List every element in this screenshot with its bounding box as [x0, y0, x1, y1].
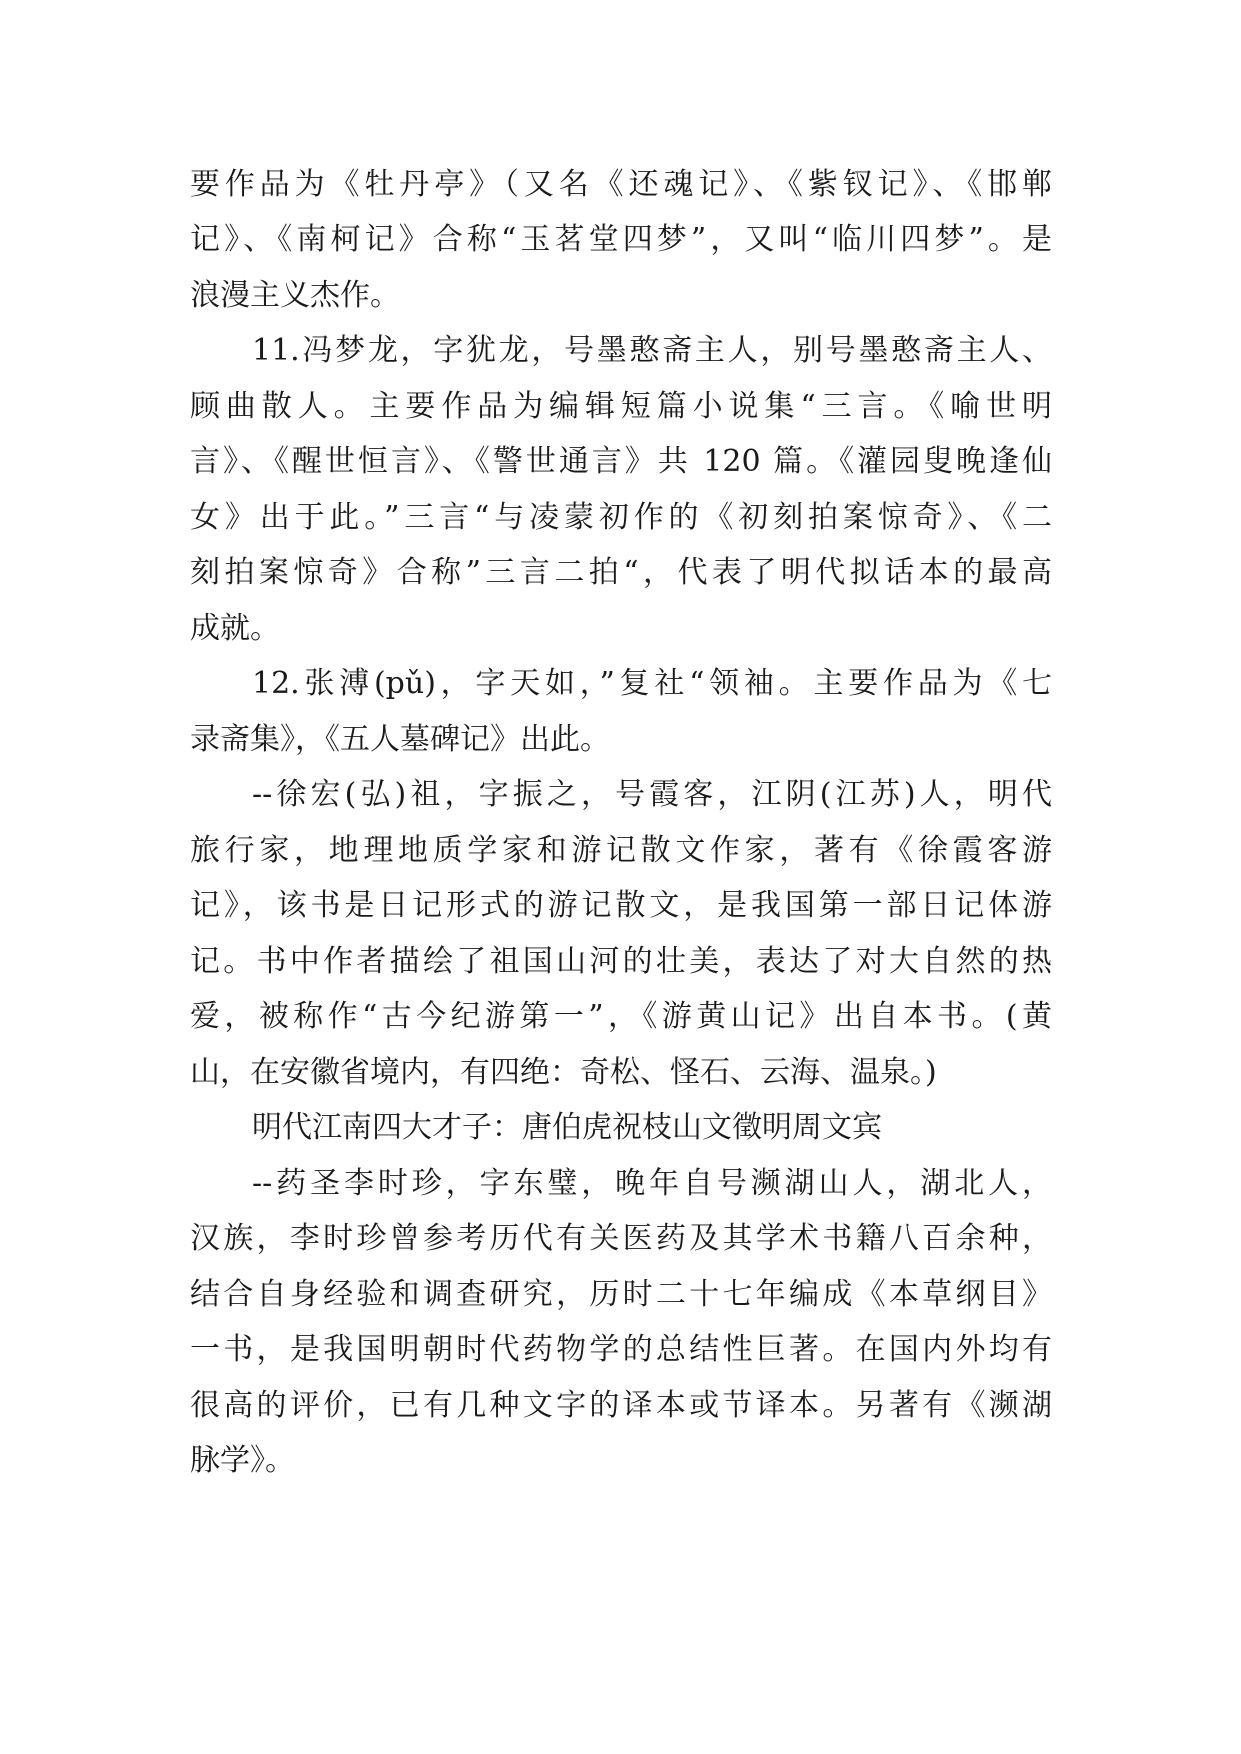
text-line: 山，在安徽省境内，有四绝：奇松、怪石、云海、温泉。) [190, 1055, 937, 1090]
text-line: 要作品为《牡丹亭》（又名《还魂记》、《紫钗记》、《邯郸 [190, 167, 1052, 202]
text-line: 顾曲散人。主要作品为编辑短篇小说集“三言。《喻世明 [190, 389, 1052, 424]
text-line: 浪漫主义杰作。 [190, 278, 400, 313]
text-line: 爱，被称作“古今纪游第一”，《游黄山记》出自本书。(黄 [190, 999, 1052, 1034]
text-line: 11.冯梦龙，字犹龙，号墨憨斋主人，别号墨憨斋主人、 [252, 333, 1052, 368]
text-line: 记。书中作者描绘了祖国山河的壮美，表达了对大自然的热 [190, 944, 1052, 979]
text-line: 言》、《醒世恒言》、《警世通言》共 120 篇。《灌园叟晚逢仙 [190, 444, 1052, 479]
text-line: 记》、《南柯记》合称“玉茗堂四梦”，又叫“临川四梦”。是 [190, 222, 1052, 257]
text-line: 汉族，李时珍曾参考历代有关医药及其学术书籍八百余种， [190, 1221, 1052, 1256]
text-line: 旅行家，地理地质学家和游记散文作家，著有《徐霞客游 [190, 833, 1052, 868]
text-line: --徐宏(弘)祖，字振之，号霞客，江阴(江苏)人，明代 [252, 777, 1052, 812]
text-line: 成就。 [190, 611, 280, 646]
text-line: --药圣李时珍，字东璧，晚年自号濒湖山人，湖北人， [252, 1166, 1052, 1201]
text-line: 明代江南四大才子：唐伯虎祝枝山文徵明周文宾 [252, 1110, 882, 1145]
text-line: 结合自身经验和调查研究，历时二十七年编成《本草纲目》 [190, 1277, 1052, 1312]
text-line: 一书，是我国明朝时代药物学的总结性巨著。在国内外均有 [190, 1332, 1052, 1367]
text-line: 录斋集》，《五人墓碑记》出此。 [190, 722, 610, 757]
text-line: 很高的评价，已有几种文字的译本或节译本。另著有《濒湖 [190, 1388, 1052, 1423]
text-line: 脉学》。 [190, 1443, 295, 1478]
text-line: 记》，该书是日记形式的游记散文，是我国第一部日记体游 [190, 888, 1052, 923]
text-line: 12.张溥(pǔ)，字天如，”复社“领袖。主要作品为《七 [252, 666, 1052, 701]
text-line: 刻拍案惊奇》合称”三言二拍“，代表了明代拟话本的最高 [190, 555, 1052, 590]
text-line: 女》出于此。”三言“与凌蒙初作的《初刻拍案惊奇》、《二 [190, 500, 1052, 535]
